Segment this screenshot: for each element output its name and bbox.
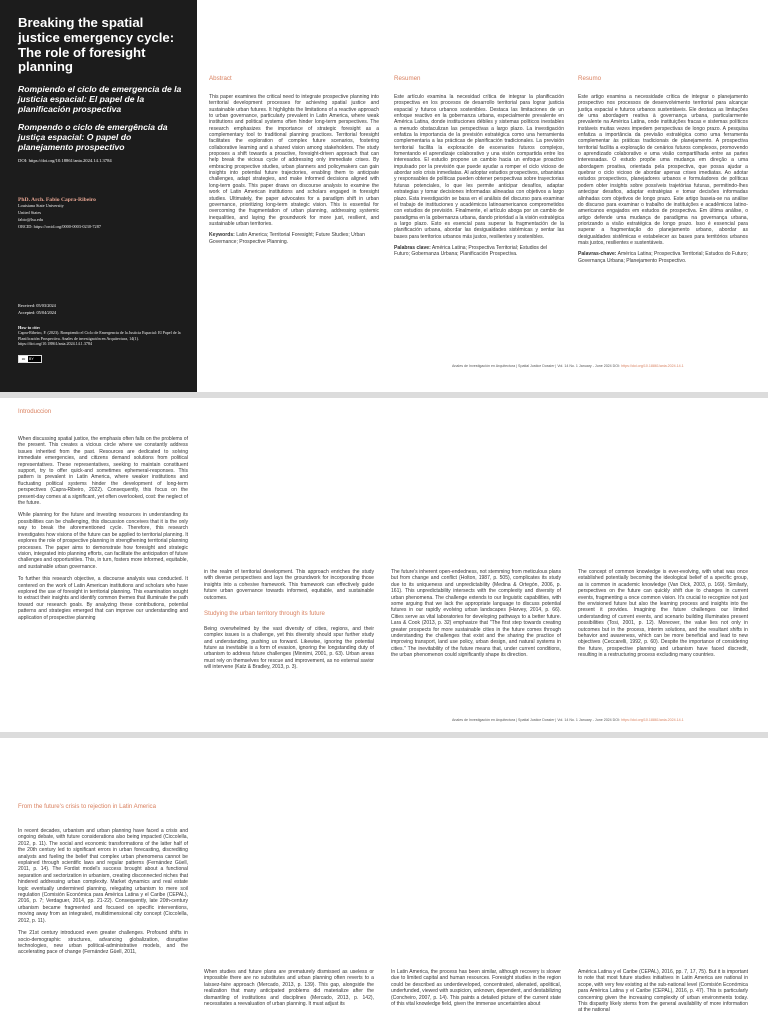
resumo-heading: Resumo	[578, 75, 602, 82]
abstract-heading: Abstract	[209, 75, 232, 82]
paragraph: Being overwhelmed by the vast diversity of cities, regions, and their complex issues is a challenge, yet this diversity should spur further study and understanding, pushing us forward. Likewise, ignoring the potential future as inevitable is a form of evasion, ignoring the longstanding duty of urbanism to address future challenges (Minnimi, 2001, p. 63). Urban areas must rely on themselves for rescue and improvement, as no external savior will intervene (Katz & Bradley, 2013, p. 3).	[204, 625, 374, 671]
author-email[interactable]: fabio@lsu.edu	[18, 217, 44, 223]
article-title-portuguese: Rompendo o ciclo de emergência da justiça espacial: O papel do planejamento prospectivo	[18, 121, 168, 152]
accepted-date: Accepted: 05/04/2024	[18, 309, 57, 315]
body-column-2	[204, 569, 374, 671]
paragraph: In Latin America, the process has been similar, although recovery is slower due to limited capital and human resources. Foresight studies in the region could be described as underdeveloped, concentrated, alienated, apolitical, underfunded, viewed with suspicion, unknown, dependent, and destabilizing (Concheiro, 2007, p. 14). This paints a detailed picture of the current state of this vital knowledge field, given the immense uncertainties about	[391, 969, 561, 1008]
paragraph: When studies and future plans are prematurely dismissed as useless or impossible there are no substitutes and urban planning often reverts to a laissez-faire approach (Mercado, 2013, p. 139). This gap, alongside the realization that many anticipated problems did materialize after the dismantling of institutions and disciplines (Mercado, 2013, p. 142), necessitates a reevaluation of urban planning. It must adjust its	[204, 969, 374, 1008]
author-name: PhD. Arch. Fabio Capra-Ribeiro	[18, 197, 96, 204]
abstract-column	[209, 75, 379, 245]
article-title-spanish: Rompiendo el ciclo de emergencia de la justicia espacial: El papel de la planificación prospectiva	[18, 84, 182, 114]
footer-journal: Anales de Investigación en Arquitectura | Spatial Justice Dossier | Vol. 14 No. 1 January - June 2024 DOI:	[452, 718, 622, 722]
paragraph: América Latina y el Caribe (CEPAL), 2016, pp. 7, 17, 75). But it is important to note that most future studies initiatives in Latin America are national in scope, with very few existing at the sub-national level (Comisión Económica para América Latina y el Caribe (CEPAL), 2016, p. 47). This is particularly concerning given the increasing complexity of urban environments today. This disparity likely stems from the general availability of more information at the national	[578, 969, 748, 1014]
footer-doi-link[interactable]: https://doi.org/10.18861/ania.2024.14.1	[621, 364, 684, 368]
body-column-1	[18, 828, 188, 956]
palavras-chave-label: Palavras-chave:	[578, 251, 617, 258]
page-1	[0, 0, 768, 392]
body-column-2	[204, 969, 374, 1007]
resumo-column	[578, 75, 748, 264]
doi-link[interactable]: DOI: https://doi.org/10.18861/ania.2024.14.1.3784	[18, 158, 112, 164]
resumen-body: Este artículo examina la necesidad crítica de integrar la planificación prospectiva en los procesos de desarrollo territorial para lograr justicia espacial y futuros urbanos sostenibles. Destaca las limitaciones de un enfoque reactivo en la gobernanza urbana, especialmente prevalente en América Latina, donde instituciones débiles y sistemas políticos inestables a menudo obstaculizan las perspectivas a largo plazo. La investigación enfatiza la importancia de la previsión estratégica como una herramienta complementaria a las prácticas de planificación tradicionales. La previsión territorial facilita la exploración de escenarios futuros complejos, fomentando el aprendizaje colaborativo y una visión compartida entre los interesados. El estudio propone un cambio hacia un enfoque proactivo impulsado por la previsión que puede ayudar a romper el ciclo vicioso de abordar solo crisis inmediatas. Al adoptar estudios prospectivos, urbanistas y responsables de políticas pueden obtener perspectivas sobre trayectorias futuras potenciales, lo que les permite anticipar desafíos, adaptar estrategias y tomar decisiones informadas alineadas con objetivos a largo plazo. Esta investigación se basa en el análisis del discurso para examinar el trabajo de instituciones y académicos latinoamericanos comprometidos con estudios de previsión. Finalmente, el artículo aboga por un cambio de paradigma en la gobernanza urbana, dando prioridad a la visión estratégica a largo plazo. Esto es esencial para superar la fragmentación de la planificación urbana, abordar las desigualdades sistémicas y sentar las bases para territorios urbanos más justos, resilientes y sostenibles.	[394, 94, 564, 240]
body-column-3	[391, 569, 561, 659]
palabras-clave-text: América Latina; Prospectiva Territorial; Estudios del Futuro; Gobernanza Urbana; Planificación Prospectiva.	[394, 244, 548, 258]
body-column-4	[578, 969, 748, 1014]
received-date: Received: 05/03/2024	[18, 302, 56, 308]
resumen-keywords	[394, 245, 564, 258]
body-column-4	[578, 569, 748, 659]
author-orcid[interactable]: ORCID: https://orcid.org/0000-0003-0230-7287	[18, 224, 101, 229]
resumo-keywords	[578, 251, 748, 264]
page-2	[0, 398, 768, 732]
cite-text: Capra-Ribeiro, F. (2023). Rompiendo el Ciclo de Emergencia de la Justicia Espacial: El Papel de la Planificación Prospectiva. Anales de investigación en Arquitectura, 14(1). https://doi.org/10.18861/ania.2024.14.1.3784	[18, 329, 181, 347]
body-column-3	[391, 969, 561, 1007]
resumo-body: Este artigo examina a necessidade crítica de integrar o planejamento prospectivo nos processos de desenvolvimento territorial para alcançar justiça espacial e futuros urbanos sustentáveis. Ele destaca as limitações de uma abordagem reativa à governança urbana, particularmente prevalente na América Latina, onde instituições fracas e sistemas políticos instáveis muitas vezes impedem perspectivas de longo prazo. A pesquisa enfatiza a importância da previsão estratégica como uma ferramenta complementar às práticas tradicionais de planejamento. A prospectiva territorial facilita a exploração de cenários futuros complexos, promovendo o aprendizado colaborativo e uma visão compartilhada entre as partes interessadas. O estudo propõe uma mudança em direção a uma abordagem proativa, orientada pela prospectiva, que possa ajudar a quebrar o ciclo vicioso de abordar apenas crises imediatas. Ao adotar estudos prospectivos, planejadores urbanos e formuladores de políticas podem obter insights sobre possíveis trajetórias futuras, permitindo-lhes antecipar desafios, adaptar estratégias e tomar decisões informadas alinhadas com objetivos de longo prazo. Este artigo baseia-se na análise do discurso para examinar o trabalho de instituições e acadêmicos latino-americanos engajados em estudos de prospectiva. Em última análise, o artigo defende uma mudança de paradigma na governança urbana, priorizando a visão estratégica de longo prazo. Isso é essencial para superar a fragmentação do planejamento urbano, abordar as desigualdades sistêmicas e estabelecer as bases para territórios urbanos mais justos, resilientes e sustentáveis.	[578, 94, 748, 246]
introduction-heading: Introduccion	[18, 408, 52, 415]
cite-heading: How to cite:	[18, 324, 41, 330]
resumen-column	[394, 75, 564, 258]
paragraph: To further this research objective, a discourse analysis was conducted. It centered on the work of Latin American institutions and scholars who have explored the use of foresight in territorial planning. This examination sought to extract their insights and identify common themes that illuminate the path toward our research goals. By analyzing these contributions, potential patterns and strategies emerged that can improve our understanding and application of prospective planning	[18, 576, 188, 621]
keywords-label: Keywords:	[209, 232, 235, 239]
abstract-keywords	[209, 232, 379, 245]
affiliation-country: United States	[18, 210, 42, 216]
title-panel	[0, 0, 197, 392]
page-3	[0, 738, 768, 1024]
paragraph: The future's inherent open-endedness, not stemming from meticulous plans but from change and conflict (Holton, 1987, p. 505), complicates its study due to its uniqueness and unpredictability (Medina & Ortegón, 2006, p. 161). This unpredictability intersects with the complexity and diversity of urban phenomena. The challenge extends to our linguistic capabilities, with some arguing that we lack the appropriate language to discuss potential futures in our rapidly evolving urban landscapes (Harvey, 2014, p. 66). Cities serve as vital laboratories for developing pathways to a better future. Lara & Cook (2013, p. 32) emphasize that "The first step towards creating greater prospects for more sustainable cities in the future comes through understanding the challenges that exist and the sharing the practice of improving transport, land use policy, urban design, and natural systems in cities." The inevitability of the future means that, under current conditions, the urban phenomenon could significantly shape its direction.	[391, 569, 561, 659]
paragraph: The concept of common knowledge is ever-evolving, with what was once established potentially becoming the ideological belief of a specific group, as is common in academic knowledge (Van Dick, 2003, p. 169). Similarly, perspectives on the future can quickly shift due to changes in current events, fragmenting a once common vision. It's crucial to recognize not just the envisioned future but also the learning process and insights into the present it provides. Imagining the future challenges our limited understanding of current events, and scenario building illuminates present possibilities (Tosi, 2001, p. 12). Moreover, the value lies not only in outcomes but in the process, interim solutions, and the resultant shifts in behavior and awareness, which can be more beneficial and lead to new objectives (Ceccarelli, 1992, p. 60). Despite the importance of considering the future, prospective planning and urbanism have faced discredit, resulting in a restructuring process excluding many countries.	[578, 569, 748, 659]
cc-label: cc	[19, 356, 28, 362]
keywords-text: Latin America; Territorial Foresight; Future Studies; Urban Governance; Prospective Planning.	[209, 232, 365, 245]
section-heading: From the future's crisis to rejection in Latin America	[18, 803, 156, 810]
page1-footer	[452, 364, 684, 368]
subsection-heading: Studying the urban territory through its future	[204, 610, 325, 618]
paragraph: in the realm of territorial development. This approach enriches the study with diverse perspectives and lays the groundwork for incorporating those insights into a cohesive framework. This framework can effectively guide future urban governance towards informed, equitable, and sustainable outcomes.	[204, 569, 374, 601]
article-title: Breaking the spatial justice emergency cycle: The role of foresight planning	[18, 15, 175, 75]
palavras-chave-text: América Latina; Prospectiva Territorial; Estudos do Futuro; Governança Urbana; Planejamento Prospectivo.	[578, 251, 748, 264]
paragraph: In recent decades, urbanism and urban planning have faced a crisis and ongoing debate, with future considerations also being impacted (Ciccolella, 2012, p. 11). The social and economic transformations of the latter half of the 20th century led to significant errors in urban forecasting, discrediting analysts and fueling the belief that complex urban phenomena cannot be explained through scientific laws and regular patterns (Fernández Güell, 2011, p. 14). The Fordist model's success brought about a functional separation and sectorization in urbanism, creating disconnected niches that hindered addressing urban complexity. Market dynamics and real estate logic eventually undermined planning, relegating urbanism to mere soil regulation (Comisión Económica para América Latina y el Caribe (CEPAL), 2016, p. 7; Verdaguer, 2014, pp. 21-22). Consequently, late 20th-century urbanism became fragmented and focused on specific interventions, moving away from an integrated, multidimensional city concept (Ciccolella, 2012, p. 11).	[18, 828, 188, 924]
paragraph: When discussing spatial justice, the emphasis often falls on the problems of the present. This creates a vicious circle where we constantly address issues inherited from the past. Resources are dedicated to solving immediate emergencies, and citizens demand solutions from political representatives. These representatives, seeking to maintain constituent support, try to offer quick-and sometimes ephemeral-responses. This pattern is prevalent in Latin America, where weaker institutions and fluctuating political systems hinder the development of long-term perspectives (Capra-Ribeiro, 2022). Consequently, this focus on the present-day comes at a significant, yet often overlooked, cost: the neglect of the future.	[18, 436, 189, 507]
body-column-1	[18, 436, 188, 621]
footer-journal: Anales de Investigación en Arquitectura | Spatial Justice Dossier | Vol. 14 No. 1 January - June 2024 DOI:	[452, 364, 622, 368]
footer-doi-link[interactable]: https://doi.org/10.18861/ania.2024.14.1	[621, 718, 684, 722]
dates	[18, 303, 187, 317]
affiliation-university: Louisiana State University	[18, 203, 64, 209]
paragraph: The 21st century introduced even greater challenges. Profound shifts in socio-demographic structures, advancing globalization, disruptive technologies, new urban political-administrative models, and the accelerating pace of change (Fernández Güell, 2011,	[18, 930, 188, 956]
palabras-clave-label: Palabras clave:	[394, 244, 431, 251]
license-badge-icon[interactable]	[18, 355, 42, 363]
page2-footer	[452, 718, 684, 722]
abstract-body: This paper examines the critical need to integrate prospective planning into territorial development processes for achieving spatial justice and sustainable urban futures. It highlights the limitations of a reactive approach to urban governance, particularly prevalent in Latin America, where weak institutions and political systems often hinder long-term perspectives. The research emphasizes the importance of strategic foresight as a complementary tool to traditional planning practices. Territorial foresight facilitates the exploration of complex future scenarios, fostering collaborative learning and a shared vision among stakeholders. The study proposes a shift towards a proactive, foresight-driven approach that can help break the vicious cycle of addressing only immediate crises. By embracing prospective studies, urban planners and policymakers can gain insights into potential future trajectories, enabling them to anticipate challenges, adapt strategies, and make informed decisions aligned with long-term goals. This paper draws on discourse analysis to examine the work of Latin American institutions and scholars engaged in foresight studies. Ultimately, the paper advocates for a paradigm shift in urban governance, prioritizing long-term strategic vision. This is essential for overcoming the fragmentation of urban planning, addressing systemic inequalities, and laying the groundwork for more just, resilient, and sustainable urban territories.	[209, 94, 379, 227]
author-affiliation	[18, 203, 187, 231]
by-label: BY	[28, 356, 41, 362]
resumen-heading: Resumen	[394, 75, 421, 82]
paragraph: While planning for the future and investing resources in understanding its possibilities can be challenging, this discussion conceives that it is the only way to break the aforementioned cycle. Therefore, this research investigates how visions of the future can be applied to territorial planning. It explores the role of prospective planning in strengthening territorial planning processes. The paper aims to demonstrate how foresight and strategic vision, integrated into planning efforts, can facilitate the anticipation of future challenges and opportunities. This, in turn, fosters more informed, equitable, and sustainable urban governance.	[18, 512, 188, 570]
